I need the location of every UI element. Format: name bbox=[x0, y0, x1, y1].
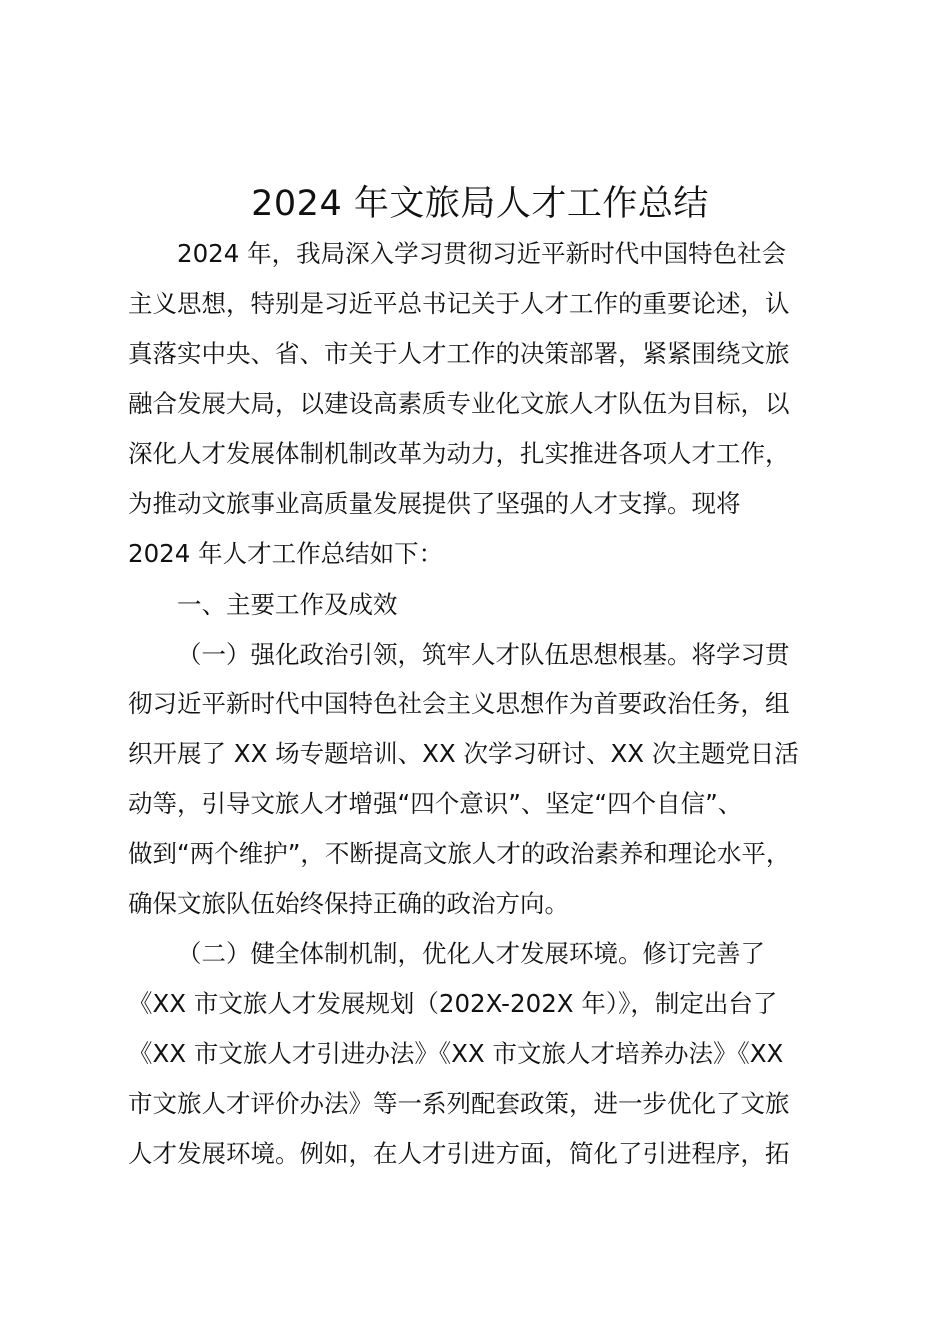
paragraph-line: 织开展了 XX 场专题培训、XX 次学习研讨、XX 次主题党日活 bbox=[128, 739, 799, 768]
paragraph-line: 《XX 市文旅人才发展规划（202X-202X 年）》，制定出台了 bbox=[128, 989, 778, 1018]
section-heading: 一、主要工作及成效 bbox=[177, 590, 398, 619]
paragraph-line: 彻习近平新时代中国特色社会主义思想作为首要政治任务，组 bbox=[128, 689, 790, 718]
paragraph-line: 人才发展环境。例如，在人才引进方面，简化了引进程序，拓 bbox=[128, 1139, 790, 1168]
paragraph-line: （二）健全体制机制，优化人才发展环境。修订完善了 bbox=[177, 939, 765, 968]
paragraph-line: 2024 年，我局深入学习贯彻习近平新时代中国特色社会 bbox=[177, 239, 787, 268]
paragraph-line: 2024 年人才工作总结如下： bbox=[128, 539, 444, 568]
paragraph-line: （一）强化政治引领，筑牢人才队伍思想根基。将学习贯 bbox=[177, 640, 790, 669]
paragraph-line: 为推动文旅事业高质量发展提供了坚强的人才支撑。现将 bbox=[128, 489, 741, 518]
paragraph-line: 动等，引导文旅人才增强“四个意识”、坚定“四个自信”、 bbox=[128, 789, 743, 818]
paragraph-line: 做到“两个维护”，不断提高文旅人才的政治素养和理论水平， bbox=[128, 839, 791, 868]
paragraph-line: 主义思想，特别是习近平总书记关于人才工作的重要论述，认 bbox=[128, 289, 790, 318]
document-title: 2024 年文旅局人才工作总结 bbox=[251, 184, 709, 224]
paragraph-line: 市文旅人才评价办法》等一系列配套政策，进一步优化了文旅 bbox=[128, 1089, 790, 1118]
paragraph-line: 融合发展大局，以建设高素质专业化文旅人才队伍为目标，以 bbox=[128, 389, 790, 418]
paragraph-line: 《XX 市文旅人才引进办法》《XX 市文旅人才培养办法》《XX bbox=[128, 1039, 784, 1068]
paragraph-line: 确保文旅队伍始终保持正确的政治方向。 bbox=[128, 889, 569, 918]
paragraph-line: 深化人才发展体制机制改革为动力，扎实推进各项人才工作， bbox=[128, 439, 790, 468]
paragraph-line: 真落实中央、省、市关于人才工作的决策部署，紧紧围绕文旅 bbox=[128, 339, 790, 368]
